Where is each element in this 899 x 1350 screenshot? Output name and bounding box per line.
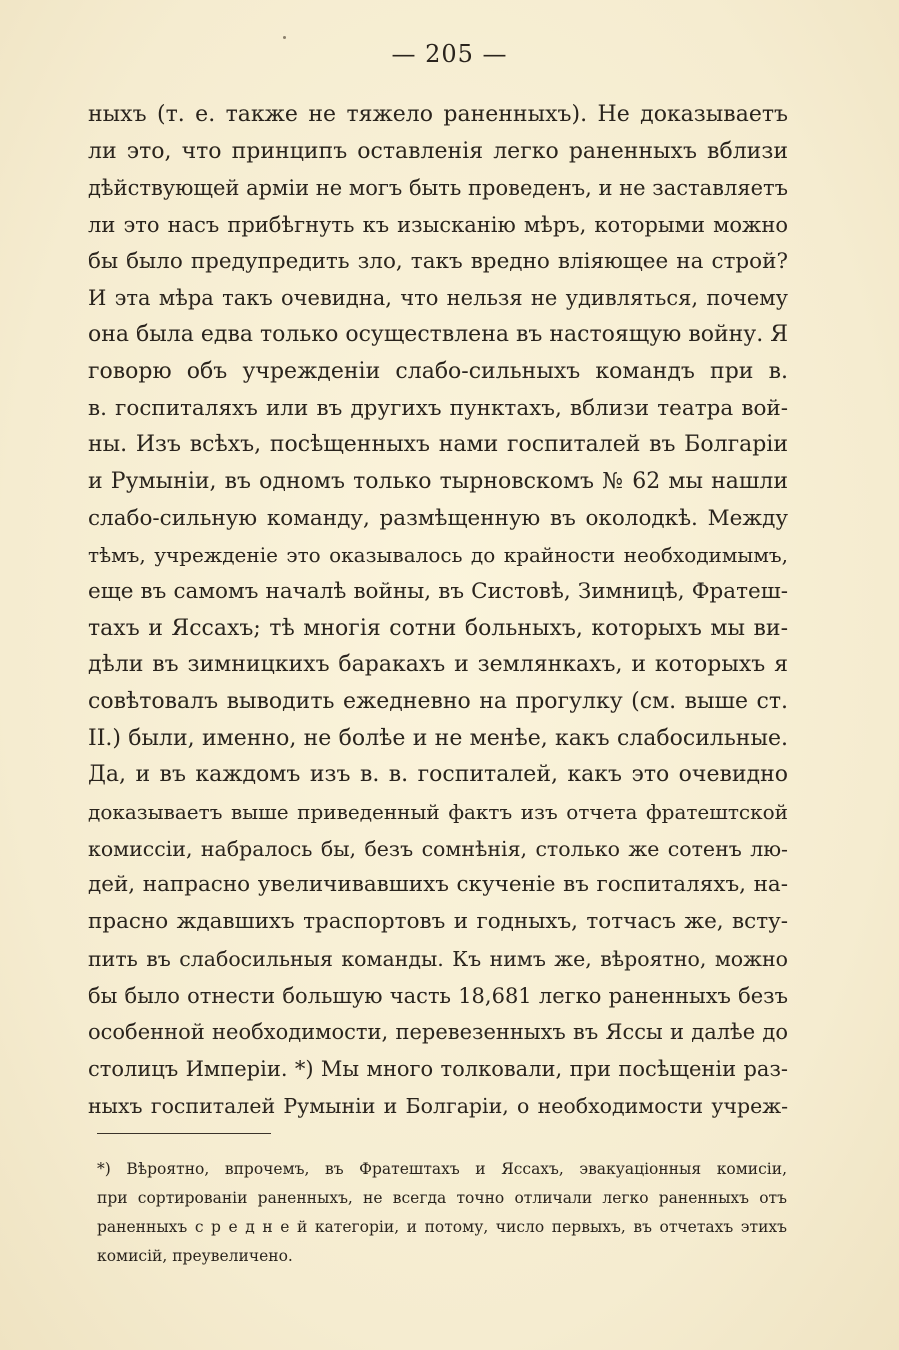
text-line: ли это насъ прибѣгнуть къ изысканію мѣръ, которыми можно [88,213,788,238]
text-line: Да, и въ каждомъ изъ в. в. госпиталей, какъ это очевидно [88,762,788,788]
text-line: доказываетъ выше приведенный фактъ изъ отчета фратештской [88,800,788,825]
text-line: ны. Изъ всѣхъ, посѣщенныхъ нами госпиталей въ Болгаріи [88,432,788,458]
text-line: дей, напрасно увеличивавшихъ скученіе въ госпиталяхъ, на- [88,872,788,898]
text-line: ныхъ госпиталей Румыніи и Болгаріи, о необходимости учреж- [88,1093,788,1118]
footnote-line: комисій, преувеличено. [97,1247,293,1265]
text-line: в. госпиталяхъ или въ другихъ пунктахъ, вблизи театра вой- [88,395,788,421]
text-line: прасно ждавшихъ траспортовъ и годныхъ, тотчасъ же, всту- [88,909,788,935]
text-line: совѣтовалъ выводить ежедневно на прогулку (см. выше ст. [88,689,788,714]
text-line: II.) были, именно, не болѣе и не менѣе, какъ слабосильные. [88,725,788,751]
footnote-divider [97,1133,271,1134]
text-line: и Румыніи, въ одномъ только тырновскомъ № 62 мы нашли [88,468,788,494]
footnote-line: раненныхъ с р е д н е й категоріи, и потому, число первыхъ, въ отчетахъ этихъ [97,1218,787,1236]
text-line: тахъ и Яссахъ; тѣ многія сотни больныхъ, которыхъ мы ви- [88,615,788,641]
text-line: столицъ Имперіи. *) Мы много толковали, при посѣщеніи раз- [88,1056,788,1081]
text-line: комиссіи, набралось бы, безъ сомнѣнія, столько же сотенъ лю- [88,836,788,861]
text-line: слабо-сильную команду, размѣщенную въ околодкѣ. Между [88,505,788,531]
text-line: ныхъ (т. е. также не тяжело раненныхъ). Не доказываетъ [88,102,788,127]
text-line: говорю объ учрежденіи слабо-сильныхъ командъ при в. [88,358,788,384]
text-line: тѣмъ, учрежденіе это оказывалось до крайности необходимымъ, [88,543,788,568]
page-number: — 205 — [391,40,508,68]
text-line: ли это, что принципъ оставленія легко раненныхъ вблизи [88,138,788,164]
footnote-line: *) Вѣроятно, впрочемъ, въ Фратештахъ и Яссахъ, эвакуаціонныя комисіи, [97,1160,787,1178]
footnote-line: при сортированіи раненныхъ, не всегда точно отличали легко раненныхъ отъ [97,1189,787,1207]
text-line: И эта мѣра такъ очевидна, что нельзя не удивляться, почему [88,286,788,311]
footnote [97,1155,787,1271]
text-line: дѣли въ зимницкихъ баракахъ и землянкахъ, и которыхъ я [88,652,788,678]
text-line: особенной необходимости, перевезенныхъ въ Яссы и далѣе до [88,1020,788,1045]
text-line: бы было предупредить зло, такъ вредно вліяющее на строй? [88,248,788,274]
text-line: пить въ слабосильныя команды. Къ нимъ же, вѣроятно, можно [88,946,788,971]
text-line: дѣйствующей арміи не могъ быть проведенъ, и не заставляетъ [88,176,788,201]
paper-speck [283,36,286,39]
text-line: еще въ самомъ началѣ войны, въ Систовѣ, Зимницѣ, Фратеш- [88,578,788,604]
text-line: она была едва только осуществлена въ настоящую войну. Я [88,322,788,348]
text-line: бы было отнести большую часть 18,681 легко раненныхъ безъ [88,983,788,1008]
body-text [88,97,788,1124]
